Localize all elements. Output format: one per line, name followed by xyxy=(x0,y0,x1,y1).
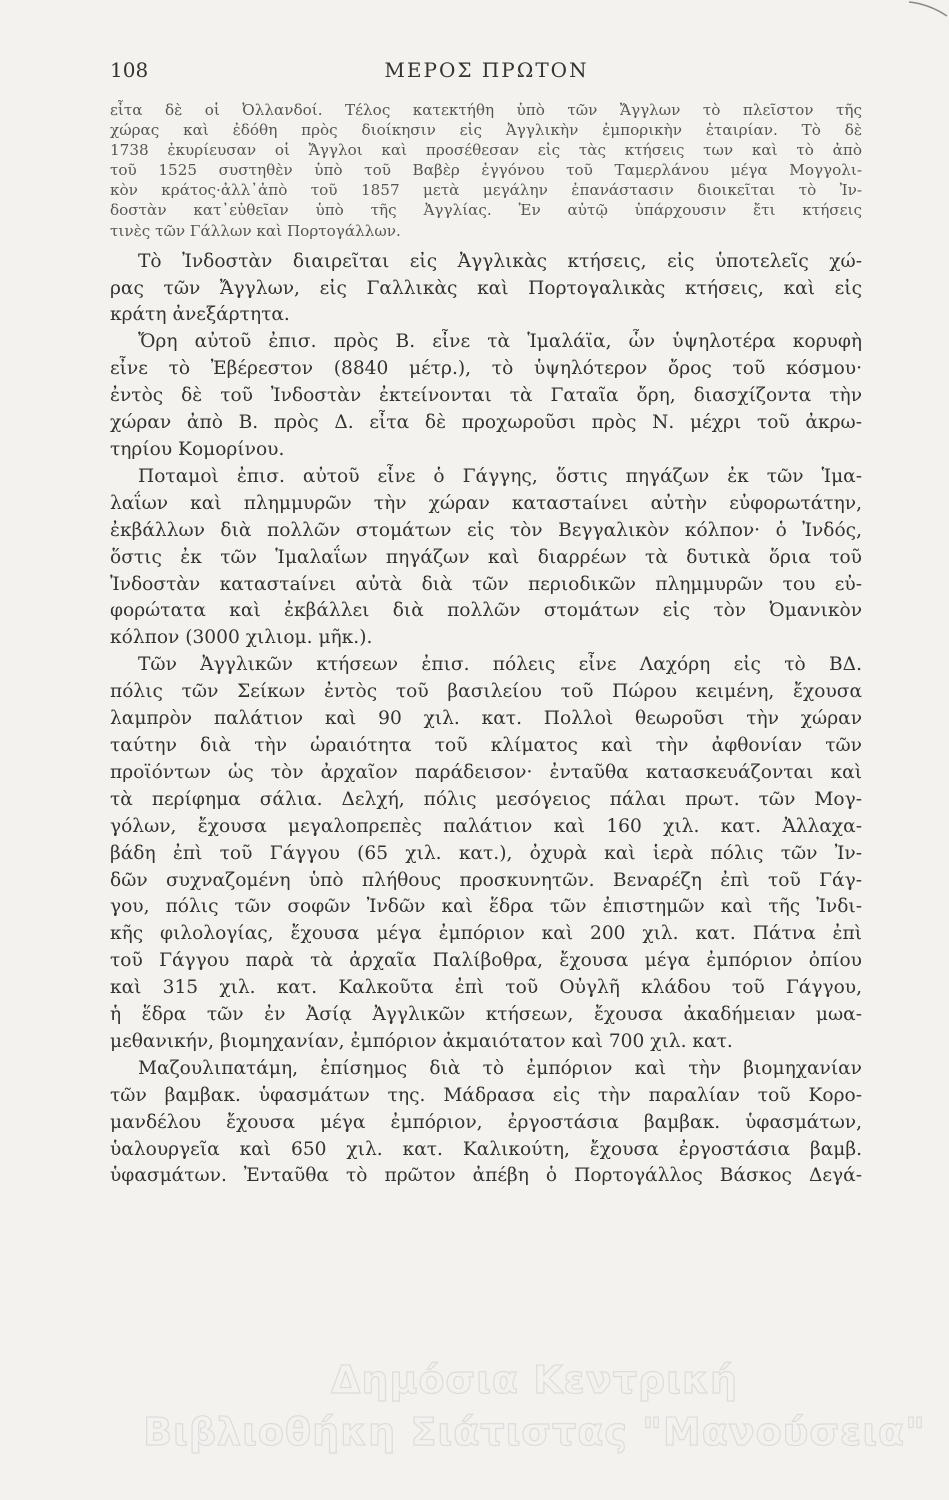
text-line: χώραν ἀπὸ Β. πρὸς Δ. εἶτα δὲ προχωροῦσι πρὸς Ν. μέχρι τοῦ ἀκρω- xyxy=(110,412,862,434)
text-line: μανδέλου ἔχουσα μέγα ἐμπόριον, ἐργοστάσια βαμβακ. ὑφασμάτων, xyxy=(110,1111,862,1133)
text-line: ἐκβάλλων διὰ πολλῶν στομάτων εἰς τὸν Βεγγαλικὸν κόλπον· ὁ Ἰνδός, xyxy=(110,519,862,541)
text-line: λαμπρὸν παλάτιον καὶ 90 χιλ. κατ. Πολλοὶ θεωροῦσι τὴν χώραν xyxy=(110,708,862,730)
text-line: προϊόντων ὡς τὸν ἀρχαῖον παράδεισον· ἐνταῦθα κατασκευάζονται καὶ xyxy=(110,761,862,783)
text-line: Μαζουλιπατάμη, ἐπίσημος διὰ τὸ ἐμπόριον καὶ τὴν βιομηχανίαν xyxy=(138,1057,862,1079)
text-line: τὰ περίφημα σάλια. Δελχή, πόλις μεσόγειος πάλαι πρωτ. τῶν Μογ- xyxy=(110,788,862,810)
text-line: πόλις τῶν Σείκων ἐντὸς τοῦ βασιλείου τοῦ Πώρου κειμένη, ἔχουσα xyxy=(110,681,862,703)
text-line: Ἰνδοστὰν καταστaίνει αὐτὰ διὰ τῶν περιοδικῶν πλημμυρῶν του εὐ- xyxy=(110,573,862,595)
text-line: βάδη ἐπὶ τοῦ Γάγγου (65 χιλ. κατ.), ὀχυρὰ καὶ ἱερὰ πόλις τῶν Ἰν- xyxy=(110,842,862,864)
text-line: τοῦ 1525 συστηθὲν ὑπὸ τοῦ Βαβὲρ ἐγγόνου τοῦ Ταμερλάνου μέγα Μογγολι- xyxy=(110,161,862,180)
paragraph xyxy=(110,464,862,652)
paragraph xyxy=(110,249,862,330)
text-line: τοῦ Γάγγου παρὰ τὰ ἀρχαῖα Παλίβοθρα, ἔχουσα μέγα ἐμπόριον ὀπίου xyxy=(110,950,862,972)
text-line: τῶν βαμβακ. ὑφασμάτων της. Μάδρασα εἰς τὴν παραλίαν τοῦ Κορο- xyxy=(110,1084,862,1106)
paragraph xyxy=(110,329,862,464)
main-text xyxy=(110,249,862,1191)
text-line: 1738 ἐκυρίευσαν οἱ Ἄγγλοι καὶ προσέθεσαν εἰς τὰς κτήσεις των καὶ τὸ ἀπὸ xyxy=(110,141,862,160)
text-line: δοστὰν κατ᾽εὐθεῖαν ὑπὸ τῆς Ἀγγλίας. Ἐν αὐτῷ ὑπάρχουσιν ἔτι κτήσεις xyxy=(110,201,862,220)
text-line: ἡ ἕδρα τῶν ἐν Ἀσίᾳ Ἀγγλικῶν κτήσεων, ἔχουσα ἀκαδήμειαν μωα- xyxy=(110,1004,862,1026)
paragraph xyxy=(110,652,862,1056)
text-line: ἐντὸς δὲ τοῦ Ἰνδοστὰν ἐκτείνονται τὰ Γαταῖα ὄρη, διασχίζοντα τὴν xyxy=(110,385,862,407)
text-line: κῆς φιλολογίας, ἔχουσα μέγα ἐμπόριον καὶ 200 χιλ. κατ. Πάτνα ἐπὶ xyxy=(110,923,862,945)
text-line: γόλων, ἔχουσα μεγαλοπρεπὲς παλάτιον καὶ 160 χιλ. κατ. Ἀλλαχα- xyxy=(110,815,862,837)
text-line: γου, πόλις τῶν σοφῶν Ἰνδῶν καὶ ἕδρα τῶν ἐπιστημῶν καὶ τῆς Ἰνδι- xyxy=(110,896,862,918)
library-watermark-line1: Δημόσια Κεντρική xyxy=(330,1358,739,1402)
text-line: χώρας καὶ ἐδόθη πρὸς διοίκησιν εἰς Ἀγγλικὴν ἐμπορικὴν ἑταιρίαν. Τὸ δὲ xyxy=(110,121,862,140)
text-line: λαΐων καὶ πλημμυρῶν τὴν χώραν καταστaίνει αὐτὴν εὐφορωτάτην, xyxy=(110,492,862,514)
text-line: μεθανικήν, βιομηχανίαν, ἐμπόριον ἀκμαιότατον καὶ 700 χιλ. κατ. xyxy=(110,1030,733,1052)
text-line: φορώτατα καὶ ἐκβάλλει διὰ πολλῶν στομάτων εἰς τὸν Ὀμανικὸν xyxy=(110,600,862,622)
page-header xyxy=(110,58,863,94)
page-body xyxy=(110,100,862,1190)
text-line: Τὸ Ἰνδοστὰν διαιρεῖται εἰς Ἀγγλικὰς κτήσεις, εἰς ὑποτελεῖς χώ- xyxy=(138,250,862,272)
paragraph xyxy=(110,1056,862,1191)
text-line: ταύτην διὰ τὴν ὡραιότητα τοῦ κλίματος καὶ τὴν ἀφθονίαν τῶν xyxy=(110,734,862,756)
text-line: τινὲς τῶν Γάλλων καὶ Πορτογάλλων. xyxy=(110,221,401,240)
text-line: κόλπον (3000 χιλιομ. μῆκ.). xyxy=(110,627,373,649)
text-line: Ὄρη αὐτοῦ ἐπισ. πρὸς Β. εἶνε τὰ Ἱμαλάϊα, ὧν ὑψηλοτέρα κορυφὴ xyxy=(138,331,862,353)
page-number: 108 xyxy=(110,58,149,82)
running-title: ΜΕΡΟΣ ΠΡΩΤΟΝ xyxy=(384,58,589,82)
text-line: εἶτα δὲ οἱ Ὀλλανδοί. Τέλος κατεκτήθη ὑπὸ τῶν Ἄγγλων τὸ πλεῖστον τῆς xyxy=(110,101,862,119)
text-line: ρας τῶν Ἄγγλων, εἰς Γαλλικὰς καὶ Πορτογαλικὰς κτήσεις, καὶ εἰς xyxy=(110,277,862,299)
text-line: εἶνε τὸ Ἐβέρεστον (8840 μέτρ.), τὸ ὑψηλότερον ὄρος τοῦ κόσμου· xyxy=(110,358,862,380)
text-line: καὶ 315 χιλ. κατ. Καλκοῦτα ἐπὶ τοῦ Οὐγλῆ κλάδου τοῦ Γάγγου, xyxy=(110,977,862,999)
text-line: τηρίου Κομορίνου. xyxy=(110,439,285,460)
text-line: ὑφασμάτων. Ἐνταῦθα τὸ πρῶτον ἀπέβη ὁ Πορτογάλλος Βάσκος Δεγά- xyxy=(110,1165,862,1187)
text-line: ὅστις ἐκ τῶν Ἱμαλαΐων πηγάζων καὶ διαρρέων τὰ δυτικὰ ὅρια τοῦ xyxy=(110,546,862,568)
text-line: κὸν κράτος·ἀλλ᾽ἀπὸ τοῦ 1857 μετὰ μεγάλην ἐπανάστασιν διοικεῖται τὸ Ἰν- xyxy=(110,181,862,200)
scan-corner-mark xyxy=(889,0,949,20)
library-watermark-line2: Βιβλιοθήκη Σιάτιστας "Μανούσεια" xyxy=(143,1410,926,1454)
small-print-block xyxy=(110,100,862,241)
text-line: Ποταμοὶ ἐπισ. αὐτοῦ εἶνε ὁ Γάγγης, ὅστις πηγάζων ἐκ τῶν Ἱμα- xyxy=(138,465,862,487)
text-line: δῶν συχναζομένη ὑπὸ πλήθους προσκυνητῶν. Βεναρέζη ἐπὶ τοῦ Γάγ- xyxy=(110,869,862,891)
text-line: κράτη ἀνεξάρτητα. xyxy=(110,304,290,326)
text-line: ὑαλουργεῖα καὶ 650 χιλ. κατ. Καλικούτη, ἔχουσα ἐργοστάσια βαμβ. xyxy=(110,1138,862,1160)
text-line: Τῶν Ἀγγλικῶν κτήσεων ἐπισ. πόλεις εἶνε Λαχόρη εἰς τὸ ΒΔ. xyxy=(138,654,862,676)
